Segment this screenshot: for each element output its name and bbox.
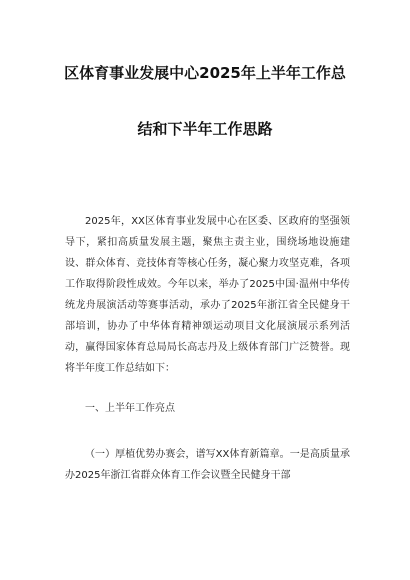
document-title-line-1: 区体育事业发展中心2025年上半年工作总 [64,64,346,82]
section-paragraph: （一）厚植优势办赛会，谱写XX体育新篇章。一是高质量承办2025年浙江省群众体育工作会议暨全民健身干部 [65,449,350,481]
intro-paragraph: 2025年，XX区体育事业发展中心在区委、区政府的坚强领导下，紧扣高质量发展主题，聚焦主责主业，围绕场地设施建设、群众体育、竞技体育等核心任务，凝心聚力攻坚克难，各项工作取得阶段性成效。今年以来，举办了2025中国·温州中华传统龙舟展演活动等赛事活动，承办了2025年浙江省全民健身干部培训，协办了中华体育精神颂运动项目文化展演展示系列活动，赢得国家体育总局局长高志丹及上级体育部门广泛赞誉。现将半年度工作总结如下： [65,216,350,374]
document-title-line-2: 结和下半年工作思路 [137,120,273,138]
section-heading: 一、上半年工作亮点 [85,403,175,414]
